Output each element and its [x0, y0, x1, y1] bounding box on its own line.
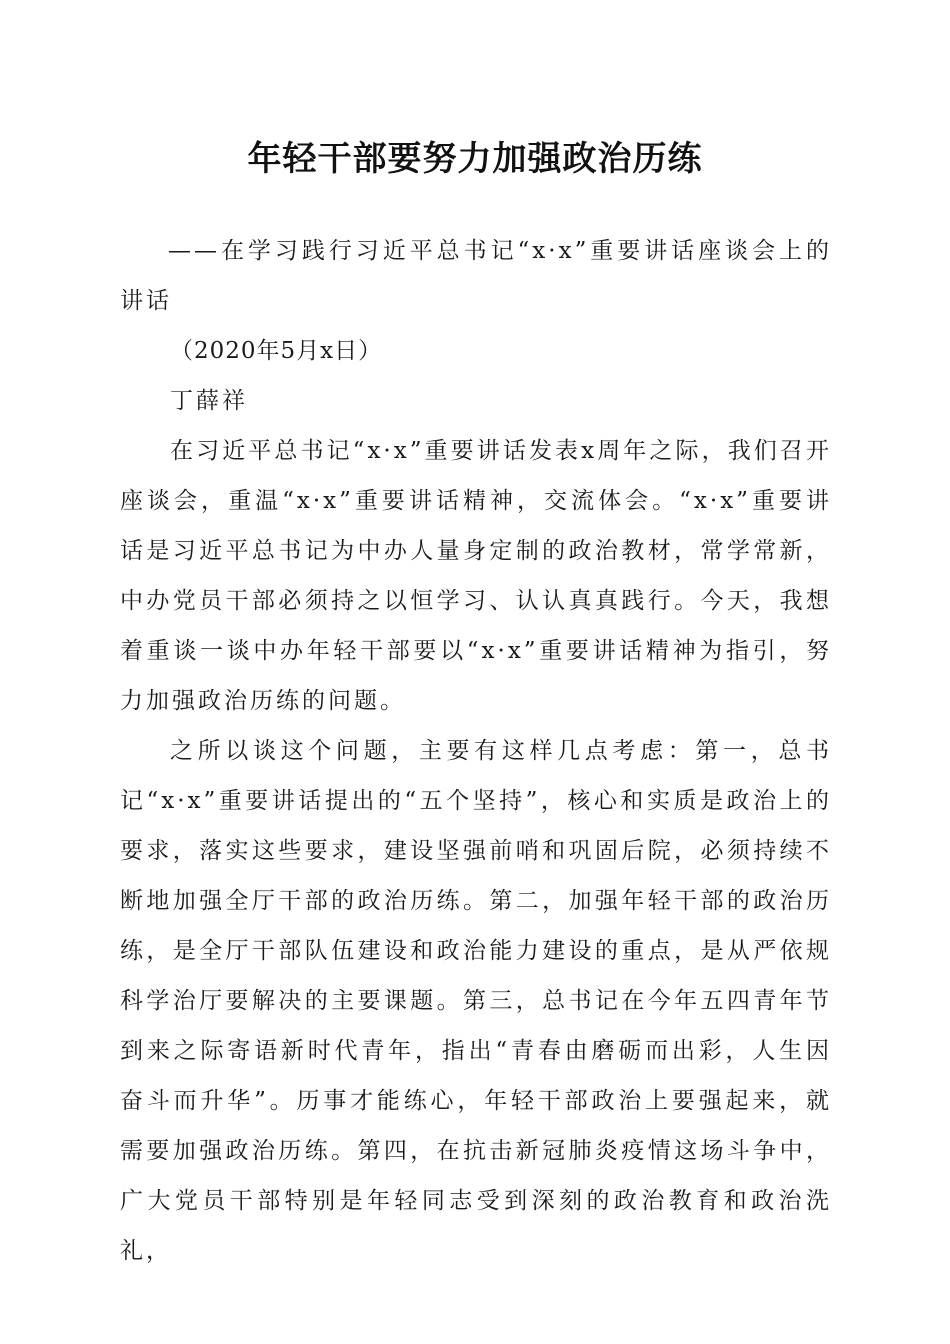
document-body: [120, 226, 832, 1276]
speech-date: （2020年5月x日）: [170, 338, 383, 364]
body-paragraph: 之所以谈这个问题，主要有这样几点考虑：第一，总书记“x·x”重要讲话提出的“五个坚持”，核心和实质是政治上的要求，落实这些要求，建设坚强前哨和巩固后院，必须持续不断地加强全厅干部的政治历练。第二，加强年轻干部的政治历练，是全厅干部队伍建设和政治能力建设的重点，是从严依规科学治厅要解决的主要课题。第三，总书记在今年五四青年节到来之际寄语新时代青年，指出“青春由磨砺而出彩，人生因奋斗而升华”。历事才能练心，年轻干部政治上要强起来，就需要加强政治历练。第四，在抗击新冠肺炎疫情这场斗争中，广大党员干部特别是年轻同志受到深刻的政治教育和政治洗礼，: [120, 738, 832, 1264]
document-subtitle: ——在学习践行习近平总书记“x·x”重要讲话座谈会上的讲话: [120, 238, 832, 314]
body-paragraph: 在习近平总书记“x·x”重要讲话发表x周年之际，我们召开座谈会，重温“x·x”重要讲话精神，交流体会。“x·x”重要讲话是习近平总书记为中办人量身定制的政治教材，常学常新，中办党员干部必须持之以恒学习、认认真真践行。今天，我想着重谈一谈中办年轻干部要以“x·x”重要讲话精神为指引，努力加强政治历练的问题。: [120, 438, 832, 714]
document-title: 年轻干部要努力加强政治历练: [247, 139, 703, 179]
speech-author: 丁薛祥: [170, 388, 248, 414]
